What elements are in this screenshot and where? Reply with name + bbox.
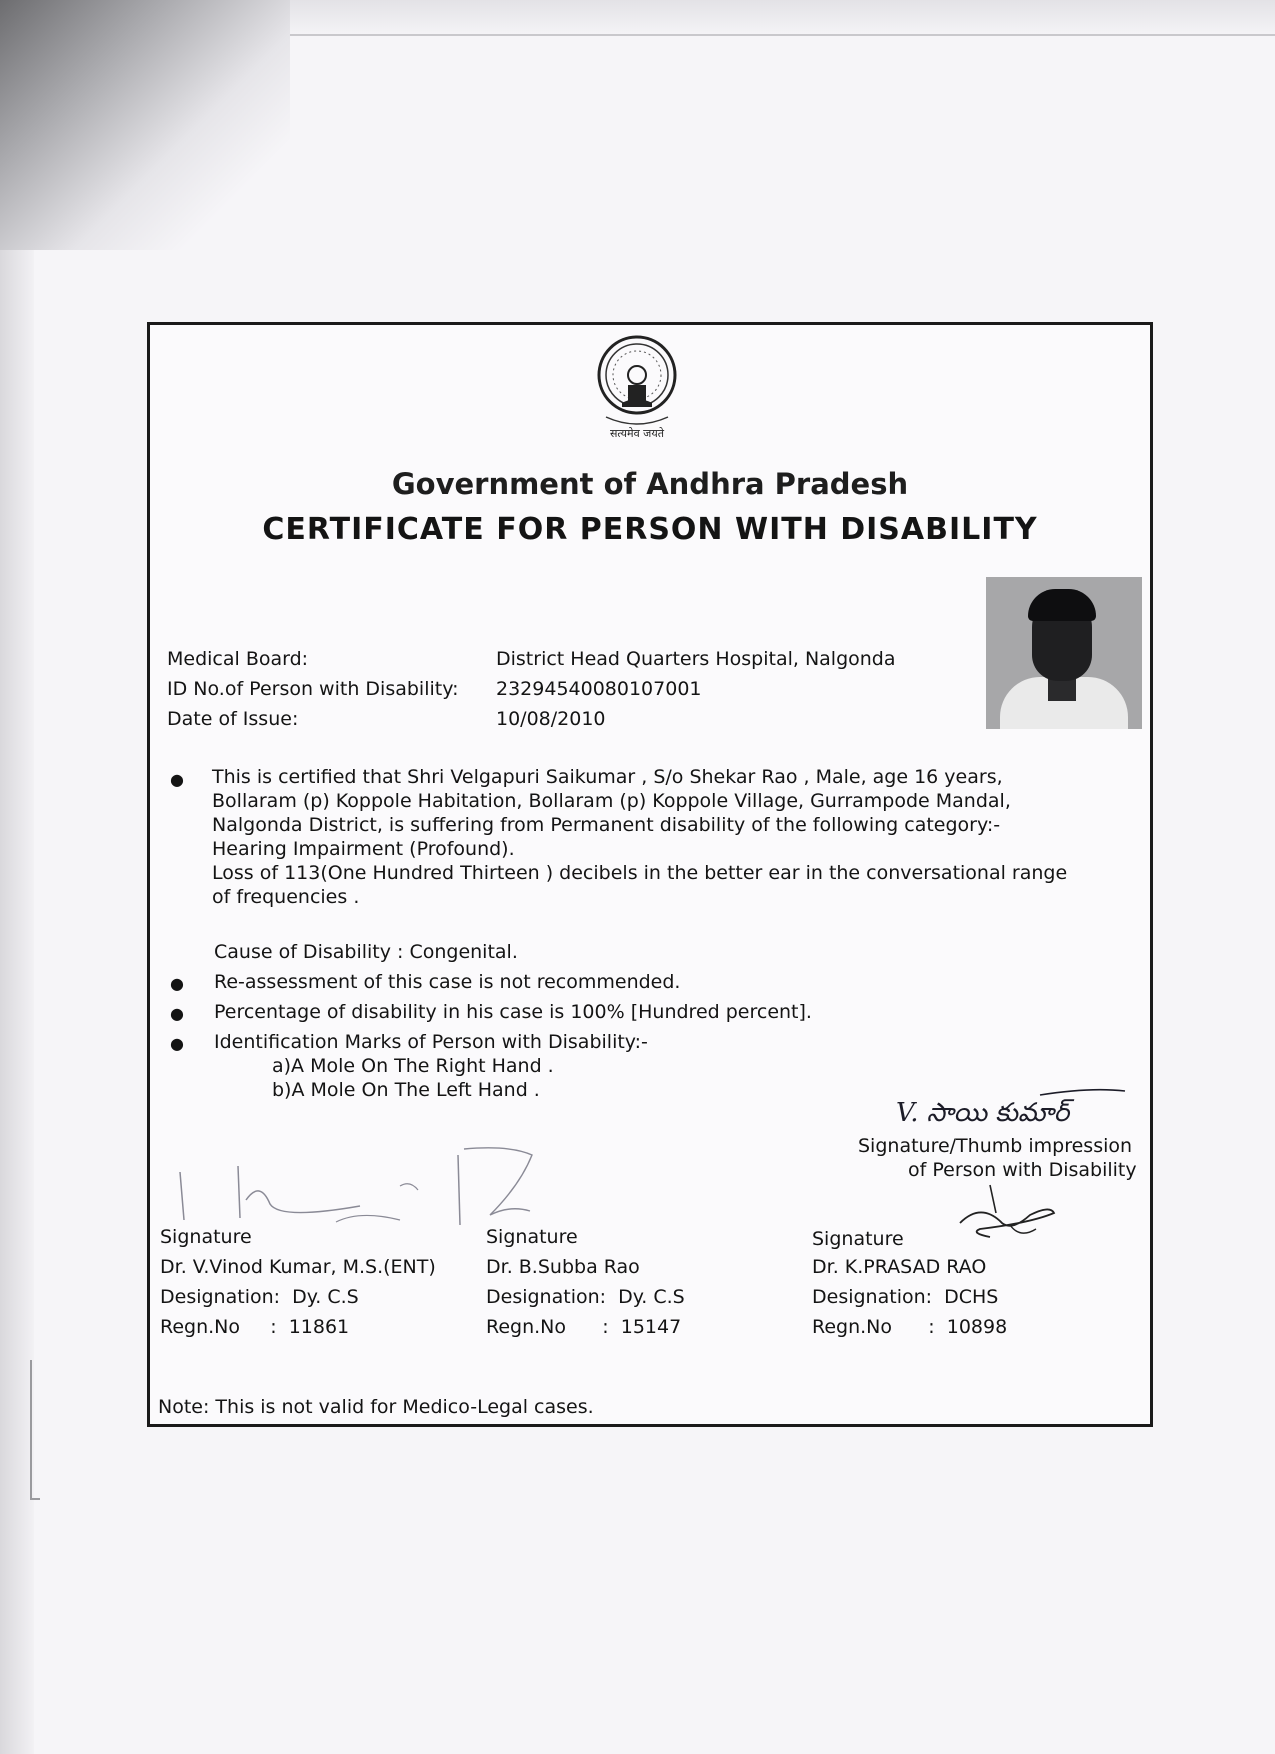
department-title: Government of Andhra Pradesh: [391, 467, 909, 501]
identification-mark: a)A Mole On The Right Hand .: [272, 1055, 554, 1077]
doctor-2-signature-image: [450, 1145, 550, 1235]
doctor-3-signature-image: [950, 1183, 1060, 1243]
doctor-2-name: Dr. B.Subba Rao: [486, 1256, 640, 1278]
scan-margin-tick: [30, 1498, 40, 1500]
certification-line: Loss of 113(One Hundred Thirteen ) decibels in the better ear in the conversational range: [212, 862, 1068, 884]
certification-line: Nalgonda District, is suffering from Permanent disability of the following category:-: [212, 814, 1001, 836]
certification-line: Bollaram (p) Koppole Habitation, Bollaram (p) Koppole Village, Gurrampode Mandal,: [212, 790, 1011, 812]
validity-note: Note: This is not valid for Medico-Legal cases.: [158, 1396, 594, 1418]
percentage-text: Percentage of disability in his case is 100% [Hundred percent].: [214, 1001, 812, 1023]
id-value: 23294540080107001: [496, 678, 702, 700]
scan-left-edge: [0, 0, 34, 1754]
certificate-title: CERTIFICATE FOR PERSON WITH DISABILITY: [262, 512, 1038, 547]
doctor-2-regn: Regn.No : 15147: [486, 1316, 682, 1338]
person-signature-label: Signature/Thumb impression: [858, 1135, 1133, 1157]
person-signature-image: [890, 1085, 1140, 1135]
bullet-icon: ●: [170, 974, 184, 993]
doctor-2-designation: Designation: Dy. C.S: [486, 1286, 685, 1308]
scan-margin-line: [30, 1360, 32, 1500]
certification-line: Hearing Impairment (Profound).: [212, 838, 515, 860]
bullet-icon: ●: [170, 1034, 184, 1053]
bullet-icon: ●: [170, 1004, 184, 1023]
doctor-1-name: Dr. V.Vinod Kumar, M.S.(ENT): [160, 1256, 436, 1278]
doctor-1-designation: Designation: Dy. C.S: [160, 1286, 359, 1308]
doctor-3-regn: Regn.No : 10898: [812, 1316, 1008, 1338]
certification-statement: [212, 765, 1067, 909]
reassessment-text: Re-assessment of this case is not recommended.: [214, 971, 681, 993]
doctor-3-designation: Designation: DCHS: [812, 1286, 999, 1308]
doctor-2-signature-label: Signature: [486, 1226, 578, 1248]
cause-of-disability: Cause of Disability : Congenital.: [214, 941, 518, 963]
person-signature-label: of Person with Disability: [908, 1159, 1137, 1181]
emblem-motto: सत्यमेव जयते: [609, 427, 665, 440]
id-label: ID No.of Person with Disability:: [167, 678, 459, 700]
date-of-issue-value: 10/08/2010: [496, 708, 606, 730]
certification-line: of frequencies .: [212, 886, 360, 908]
medical-board-value: District Head Quarters Hospital, Nalgonda: [496, 648, 896, 670]
doctor-1-signature-label: Signature: [160, 1226, 252, 1248]
scan-top-edge: [270, 0, 1275, 36]
date-of-issue-label: Date of Issue:: [167, 708, 299, 730]
doctor-1-regn: Regn.No : 11861: [160, 1316, 350, 1338]
identification-marks-heading: Identification Marks of Person with Disability:-: [214, 1031, 648, 1053]
person-photo: [986, 577, 1142, 729]
medical-board-label: Medical Board:: [167, 648, 309, 670]
person-handwritten-signature: V. సాయి కుమార్: [896, 1098, 1070, 1128]
certificate-frame: [147, 322, 1153, 1427]
doctor-3-name: Dr. K.PRASAD RAO: [812, 1256, 987, 1278]
state-emblem-icon: [592, 333, 682, 443]
certification-line: This is certified that Shri Velgapuri Saikumar , S/o Shekar Rao , Male, age 16 years,: [212, 766, 1003, 788]
doctor-3-signature-label: Signature: [812, 1228, 904, 1250]
doctor-1-signature-image: [160, 1160, 460, 1230]
bullet-icon: ●: [170, 770, 184, 789]
identification-mark: b)A Mole On The Left Hand .: [272, 1079, 540, 1101]
scan-folded-corner: [0, 0, 290, 250]
